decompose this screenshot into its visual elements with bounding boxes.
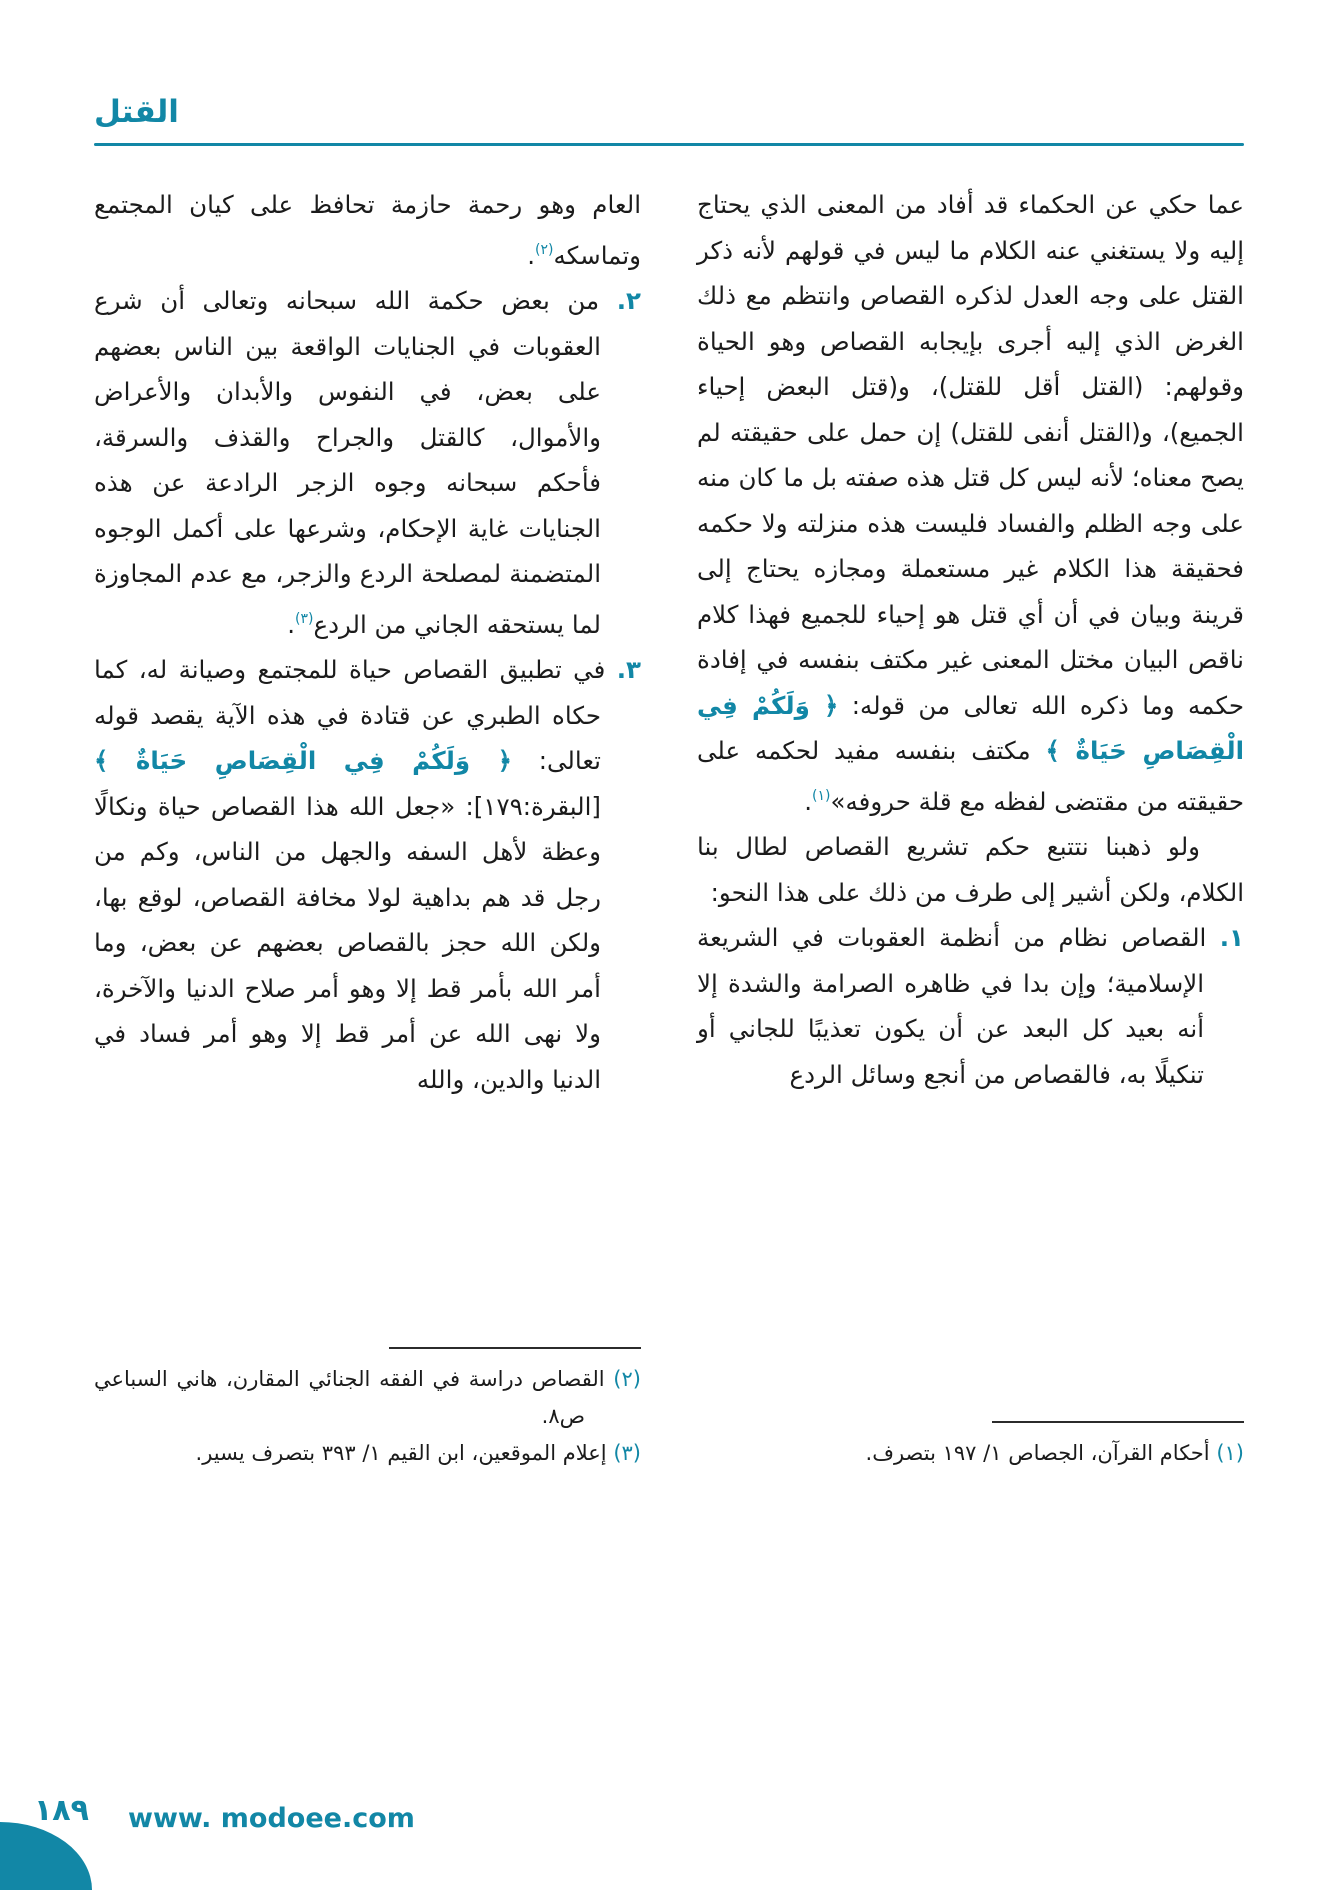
list-number-1: ١. [1219, 923, 1244, 952]
header-rule [94, 143, 1244, 146]
footnote-marker-3: (٣) [613, 1441, 641, 1465]
footnote-text: أحكام القرآن، الجصاص ١/ ١٩٧ بتصرف. [865, 1441, 1210, 1465]
footnotes-right [697, 1421, 1244, 1472]
footnote-ref-3: (٣) [294, 610, 314, 627]
quran-verse: ﴿ وَلَكُمْ فِي الْقِصَاصِ حَيَاةٌ ﴾ [94, 746, 512, 775]
body-text: [البقرة:١٧٩]: «جعل الله هذا القصاص حياة ونكالًا وعظة لأهل السفه والجهل من الناس، وكم من رجل قد هم بداهية لولا مخافة القصاص، لوقع بها، ولكن الله حجز بالقصاص بعضهم عن بعض، وما أمر الله بأمر قط إلا وهو أمر صلاح الدنيا والآخرة، ولا نهى الله عن أمر قط إلا وهو أمر فساد في الدنيا والدين، والله [94, 791, 601, 1094]
corner-decoration [0, 1822, 92, 1890]
body-text: العام وهو رحمة حازمة تحافظ على كيان المجتمع وتماسكه [94, 190, 641, 270]
footnote-separator [389, 1347, 641, 1349]
footnote-marker-2: (٢) [613, 1367, 641, 1391]
page-title: القتل [94, 94, 179, 130]
paragraph-quote [697, 182, 1244, 824]
list-number-2: ٢. [616, 286, 641, 315]
left-column [94, 182, 641, 1472]
body-text: مكتف بنفسه مفيد لحكمه على حقيقته من مقتضى لفظه مع قلة حروفه» [697, 736, 1244, 816]
list-item-2 [94, 278, 641, 647]
list-item-3 [94, 647, 641, 1102]
footnote-ref-1: (١) [812, 787, 831, 804]
page-number: ١٨٩ [34, 1793, 89, 1828]
footnote-text: إعلام الموقعين، ابن القيم ١/ ٣٩٣ بتصرف يسير. [195, 1441, 607, 1465]
footnote-1 [697, 1435, 1244, 1472]
page-header [94, 94, 1244, 146]
website-url: www. modoee.com [128, 1803, 415, 1834]
paragraph-continuation [94, 182, 641, 278]
footnote-separator [992, 1421, 1244, 1423]
list-item-1 [697, 915, 1244, 1097]
body-text: القصاص نظام من أنظمة العقوبات في الشريعة الإسلامية؛ وإن بدا في ظاهره الصرامة والشدة إلا أنه بعيد كل البعد عن أن يكون تعذيبًا للجاني أو تنكيلًا به، فالقصاص من أنجع وسائل الردع [697, 923, 1207, 1089]
footnote-marker-1: (١) [1216, 1441, 1244, 1465]
body-text: من بعض حكمة الله سبحانه وتعالى أن شرع العقوبات في الجنايات الواقعة بين الناس بعضهم على بعض، في النفوس والأبدان والأعراض والأموال، كالقتل والجراح والقذف والسرقة، فأحكم سبحانه وجوه الزجر الرادعة عن هذه الجنايات غاية الإحكام، وشرعها على أكمل الوجوه المتضمنة لمصلحة الردع والزجر، مع عدم المجاوزة لما يستحقه الجاني من الردع [94, 286, 601, 639]
footnote-text: القصاص دراسة في الفقه الجنائي المقارن، هاني السباعي ص٨. [94, 1367, 605, 1428]
text-columns [94, 182, 1244, 1472]
right-column [697, 182, 1244, 1472]
body-text: في تطبيق القصاص حياة للمجتمع وصيانة له، كما حكاه الطبري عن قتادة في هذه الآية يقصد قوله تعالى: [94, 655, 606, 775]
footnote-2 [94, 1361, 641, 1435]
footnote-3 [94, 1435, 641, 1472]
quran-verse: ﴿ وَلَكُمْ فِي الْقِصَاصِ حَيَاةٌ ﴾ [697, 690, 1244, 765]
paragraph-intro: ولو ذهبنا نتتبع حكم تشريع القصاص لطال بنا الكلام، ولكن أشير إلى طرف من ذلك على هذا النحو: [697, 832, 1244, 907]
body-text: . [804, 786, 813, 816]
list-number-3: ٣. [616, 655, 641, 684]
body-text: عما حكي عن الحكماء قد أفاد من المعنى الذي يحتاج إليه ولا يستغني عنه الكلام ما ليس في قولهم لأنه ذكر القتل على وجه العدل لذكره القصاص وانتظم مع ذلك الغرض الذي إليه أجرى بإيجابه القصاص وهو الحياة وقولهم: (القتل أقل للقتل)، و(قتل البعض إحياء الجميع)، و(القتل أنفى للقتل) إن حمل على حقيقته لم يصح معناه؛ لأنه ليس كل قتل هذه صفته بل ما كان منه على وجه الظلم والفساد فليست هذه منزلته ولا حكمه فحقيقة هذا الكلام غير مستعملة ومجازه يحتاج إلى قرينة وبيان في أن أي قتل هو إحياء للجميع فهذا كلام ناقص البيان مختل المعنى غير مكتف بنفسه في إفادة حكمه وما ذكره الله تعالى من قوله: [697, 190, 1244, 720]
body-text: . [287, 609, 295, 639]
body-text: . [527, 240, 536, 270]
footnote-ref-2: (٢) [535, 241, 554, 258]
footnotes-left [94, 1347, 641, 1472]
